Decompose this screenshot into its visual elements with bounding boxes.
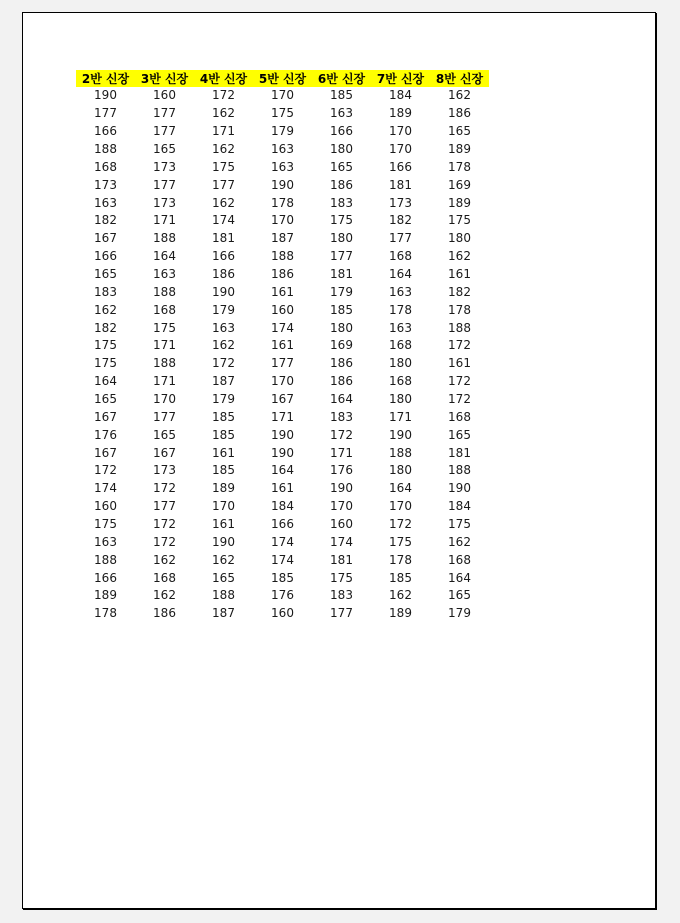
table-cell: 186 xyxy=(330,374,353,389)
table-cell: 188 xyxy=(448,320,471,335)
table-cell: 177 xyxy=(94,106,117,121)
height-data-table xyxy=(76,70,489,623)
table-cell: 165 xyxy=(212,570,235,585)
table-cell: 190 xyxy=(271,445,294,460)
table-cell: 185 xyxy=(212,463,235,478)
table-cell: 163 xyxy=(271,142,294,156)
table-row xyxy=(76,462,489,480)
table-row xyxy=(76,123,489,141)
table-cell: 188 xyxy=(94,142,117,156)
table-cell: 171 xyxy=(153,338,176,353)
table-row xyxy=(76,355,489,373)
table-cell: 165 xyxy=(153,142,176,156)
table-row xyxy=(76,551,489,569)
table-cell: 168 xyxy=(389,249,412,264)
table-row xyxy=(76,569,489,587)
table-cell: 175 xyxy=(153,320,176,335)
table-cell: 170 xyxy=(271,88,294,103)
table-cell: 180 xyxy=(330,142,353,156)
table-cell: 170 xyxy=(153,392,176,407)
table-cell: 190 xyxy=(212,284,235,299)
table-cell: 188 xyxy=(271,249,294,264)
table-cell: 182 xyxy=(448,284,471,299)
table-cell: 170 xyxy=(271,213,294,228)
table-cell: 189 xyxy=(389,606,412,621)
table-cell: 168 xyxy=(94,159,117,174)
table-cell: 190 xyxy=(330,481,353,496)
column-header: 4반 신장 xyxy=(194,70,253,87)
table-cell: 171 xyxy=(389,409,412,424)
table-cell: 181 xyxy=(330,552,353,567)
table-cell: 164 xyxy=(330,392,353,407)
table-cell: 171 xyxy=(153,213,176,228)
table-cell: 174 xyxy=(271,534,294,549)
table-cell: 163 xyxy=(271,159,294,174)
table-cell: 177 xyxy=(153,409,176,424)
table-cell: 168 xyxy=(153,302,176,317)
table-cell: 170 xyxy=(212,499,235,514)
table-row xyxy=(76,105,489,123)
table-cell: 184 xyxy=(448,499,471,514)
table-row xyxy=(76,391,489,409)
table-cell: 185 xyxy=(330,302,353,317)
table-cell: 177 xyxy=(271,356,294,371)
table-cell: 160 xyxy=(153,88,176,103)
table-body xyxy=(76,87,489,623)
table-cell: 172 xyxy=(212,88,235,103)
table-cell: 177 xyxy=(153,106,176,121)
table-row xyxy=(76,212,489,230)
table-cell: 173 xyxy=(94,177,117,192)
table-cell: 179 xyxy=(212,392,235,407)
table-cell: 183 xyxy=(330,195,353,210)
table-cell: 162 xyxy=(212,142,235,156)
table-cell: 179 xyxy=(448,606,471,621)
table-cell: 162 xyxy=(212,552,235,567)
table-cell: 177 xyxy=(330,606,353,621)
table-cell: 185 xyxy=(271,570,294,585)
table-cell: 175 xyxy=(94,517,117,532)
table-cell: 173 xyxy=(153,195,176,210)
table-cell: 172 xyxy=(94,463,117,478)
table-cell: 175 xyxy=(389,534,412,549)
table-cell: 189 xyxy=(94,588,117,603)
table-cell: 161 xyxy=(271,284,294,299)
table-cell: 161 xyxy=(448,267,471,282)
table-cell: 164 xyxy=(389,267,412,282)
table-cell: 169 xyxy=(448,177,471,192)
column-header: 5반 신장 xyxy=(253,70,312,87)
table-cell: 164 xyxy=(271,463,294,478)
table-cell: 186 xyxy=(271,267,294,282)
table-row xyxy=(76,301,489,319)
print-page xyxy=(22,12,656,909)
table-cell: 165 xyxy=(94,267,117,282)
table-cell: 180 xyxy=(389,392,412,407)
table-cell: 162 xyxy=(448,249,471,264)
table-cell: 175 xyxy=(94,338,117,353)
table-row xyxy=(76,283,489,301)
table-cell: 163 xyxy=(389,284,412,299)
table-cell: 165 xyxy=(153,427,176,442)
table-cell: 166 xyxy=(94,570,117,585)
table-cell: 174 xyxy=(212,213,235,228)
column-header: 2반 신장 xyxy=(76,70,135,87)
table-cell: 166 xyxy=(94,124,117,139)
table-cell: 183 xyxy=(330,588,353,603)
table-cell: 178 xyxy=(94,606,117,621)
table-cell: 172 xyxy=(389,517,412,532)
table-cell: 160 xyxy=(271,302,294,317)
table-cell: 172 xyxy=(448,392,471,407)
table-cell: 173 xyxy=(389,195,412,210)
table-cell: 179 xyxy=(330,284,353,299)
table-cell: 161 xyxy=(448,356,471,371)
table-cell: 175 xyxy=(330,570,353,585)
table-row xyxy=(76,266,489,284)
table-cell: 163 xyxy=(212,320,235,335)
table-cell: 161 xyxy=(212,445,235,460)
table-cell: 160 xyxy=(330,517,353,532)
table-row xyxy=(76,176,489,194)
table-cell: 177 xyxy=(212,177,235,192)
table-cell: 161 xyxy=(212,517,235,532)
table-cell: 168 xyxy=(448,552,471,567)
table-row xyxy=(76,158,489,176)
table-cell: 175 xyxy=(330,213,353,228)
table-cell: 173 xyxy=(153,463,176,478)
header-row xyxy=(76,70,489,87)
table-cell: 162 xyxy=(153,552,176,567)
table-cell: 162 xyxy=(389,588,412,603)
table-cell: 165 xyxy=(448,427,471,442)
table-cell: 180 xyxy=(330,320,353,335)
table-cell: 185 xyxy=(330,88,353,103)
table-cell: 170 xyxy=(389,124,412,139)
table-cell: 183 xyxy=(94,284,117,299)
table-cell: 162 xyxy=(212,338,235,353)
table-cell: 186 xyxy=(448,106,471,121)
column-header: 7반 신장 xyxy=(371,70,430,87)
table-cell: 180 xyxy=(448,231,471,246)
column-header: 3반 신장 xyxy=(135,70,194,87)
table-cell: 165 xyxy=(330,159,353,174)
table-cell: 175 xyxy=(448,517,471,532)
table-cell: 177 xyxy=(153,177,176,192)
table-cell: 165 xyxy=(94,392,117,407)
table-cell: 181 xyxy=(448,445,471,460)
table-cell: 174 xyxy=(271,552,294,567)
table-row xyxy=(76,426,489,444)
table-row xyxy=(76,319,489,337)
table-cell: 172 xyxy=(153,517,176,532)
table-cell: 161 xyxy=(271,338,294,353)
column-header: 6반 신장 xyxy=(312,70,371,87)
table-cell: 164 xyxy=(389,481,412,496)
table-cell: 175 xyxy=(271,106,294,121)
table-cell: 176 xyxy=(330,463,353,478)
table-cell: 177 xyxy=(153,499,176,514)
table-cell: 188 xyxy=(94,552,117,567)
table-cell: 166 xyxy=(389,159,412,174)
table-cell: 168 xyxy=(389,338,412,353)
table-cell: 185 xyxy=(212,409,235,424)
table-cell: 167 xyxy=(271,392,294,407)
table-cell: 185 xyxy=(389,570,412,585)
table-cell: 174 xyxy=(271,320,294,335)
table-cell: 178 xyxy=(448,159,471,174)
table-cell: 176 xyxy=(94,427,117,442)
table-cell: 167 xyxy=(94,231,117,246)
table-cell: 172 xyxy=(212,356,235,371)
table-cell: 188 xyxy=(153,284,176,299)
table-cell: 177 xyxy=(389,231,412,246)
table-cell: 184 xyxy=(271,499,294,514)
table-cell: 190 xyxy=(448,481,471,496)
table-cell: 181 xyxy=(212,231,235,246)
table-cell: 190 xyxy=(271,427,294,442)
table-cell: 189 xyxy=(212,481,235,496)
table-cell: 172 xyxy=(153,534,176,549)
table-cell: 164 xyxy=(94,374,117,389)
table-cell: 166 xyxy=(94,249,117,264)
table-row xyxy=(76,444,489,462)
table-cell: 170 xyxy=(389,142,412,156)
table-cell: 183 xyxy=(330,409,353,424)
table-cell: 190 xyxy=(271,177,294,192)
table-cell: 177 xyxy=(330,249,353,264)
table-cell: 187 xyxy=(212,374,235,389)
table-row xyxy=(76,230,489,248)
table-row xyxy=(76,480,489,498)
table-cell: 179 xyxy=(271,124,294,139)
table-row xyxy=(76,248,489,266)
table-cell: 178 xyxy=(389,302,412,317)
table-cell: 186 xyxy=(330,177,353,192)
table-row xyxy=(76,194,489,212)
table-cell: 187 xyxy=(212,606,235,621)
table-cell: 170 xyxy=(271,374,294,389)
table-cell: 172 xyxy=(330,427,353,442)
table-cell: 163 xyxy=(94,534,117,549)
table-cell: 167 xyxy=(153,445,176,460)
table-cell: 180 xyxy=(389,463,412,478)
table-cell: 172 xyxy=(153,481,176,496)
table-row xyxy=(76,87,489,105)
table-cell: 182 xyxy=(389,213,412,228)
table-row xyxy=(76,516,489,534)
table-cell: 179 xyxy=(212,302,235,317)
table-cell: 160 xyxy=(94,499,117,514)
table-cell: 163 xyxy=(330,106,353,121)
table-cell: 189 xyxy=(448,195,471,210)
table-cell: 177 xyxy=(153,124,176,139)
table-cell: 182 xyxy=(94,320,117,335)
table-cell: 171 xyxy=(330,445,353,460)
table-cell: 174 xyxy=(94,481,117,496)
table-cell: 188 xyxy=(153,231,176,246)
table-cell: 175 xyxy=(212,159,235,174)
table-cell: 166 xyxy=(330,124,353,139)
table-cell: 164 xyxy=(448,570,471,585)
table-cell: 178 xyxy=(448,302,471,317)
table-cell: 178 xyxy=(389,552,412,567)
table-cell: 163 xyxy=(94,195,117,210)
table-cell: 175 xyxy=(448,213,471,228)
table-cell: 186 xyxy=(153,606,176,621)
table-cell: 167 xyxy=(94,409,117,424)
table-cell: 162 xyxy=(153,588,176,603)
table-cell: 174 xyxy=(330,534,353,549)
table-row xyxy=(76,141,489,159)
table-cell: 181 xyxy=(330,267,353,282)
table-cell: 166 xyxy=(212,249,235,264)
table-cell: 173 xyxy=(153,159,176,174)
table-cell: 180 xyxy=(330,231,353,246)
table-cell: 171 xyxy=(153,374,176,389)
table-cell: 165 xyxy=(448,588,471,603)
table-cell: 169 xyxy=(330,338,353,353)
table-row xyxy=(76,408,489,426)
table-cell: 188 xyxy=(153,356,176,371)
table-cell: 162 xyxy=(212,195,235,210)
table-cell: 170 xyxy=(389,499,412,514)
table-cell: 162 xyxy=(448,88,471,103)
table-cell: 163 xyxy=(153,267,176,282)
table-cell: 175 xyxy=(94,356,117,371)
table-cell: 167 xyxy=(94,445,117,460)
table-cell: 188 xyxy=(212,588,235,603)
table-cell: 180 xyxy=(389,356,412,371)
table-cell: 161 xyxy=(271,481,294,496)
table-cell: 185 xyxy=(212,427,235,442)
table-cell: 162 xyxy=(212,106,235,121)
table-cell: 162 xyxy=(448,534,471,549)
table-cell: 160 xyxy=(271,606,294,621)
table-cell: 171 xyxy=(212,124,235,139)
table-cell: 168 xyxy=(389,374,412,389)
table-cell: 188 xyxy=(448,463,471,478)
table-cell: 187 xyxy=(271,231,294,246)
table-cell: 172 xyxy=(448,338,471,353)
table-cell: 164 xyxy=(153,249,176,264)
table-cell: 176 xyxy=(271,588,294,603)
table-cell: 163 xyxy=(389,320,412,335)
table-cell: 168 xyxy=(153,570,176,585)
table-cell: 171 xyxy=(271,409,294,424)
table-cell: 178 xyxy=(271,195,294,210)
table-cell: 182 xyxy=(94,213,117,228)
table-cell: 168 xyxy=(448,409,471,424)
table-cell: 184 xyxy=(389,88,412,103)
table-cell: 188 xyxy=(389,445,412,460)
table-cell: 190 xyxy=(212,534,235,549)
table-row xyxy=(76,533,489,551)
table-cell: 186 xyxy=(330,356,353,371)
table-cell: 181 xyxy=(389,177,412,192)
table-cell: 165 xyxy=(448,124,471,139)
table-cell: 190 xyxy=(389,427,412,442)
table-cell: 190 xyxy=(94,88,117,103)
table-row xyxy=(76,373,489,391)
table-row xyxy=(76,498,489,516)
table-cell: 162 xyxy=(94,302,117,317)
table-cell: 186 xyxy=(212,267,235,282)
table-row xyxy=(76,605,489,623)
table-cell: 189 xyxy=(448,142,471,156)
table-cell: 170 xyxy=(330,499,353,514)
table-row xyxy=(76,587,489,605)
table-cell: 166 xyxy=(271,517,294,532)
table-row xyxy=(76,337,489,355)
table-cell: 189 xyxy=(389,106,412,121)
column-header: 8반 신장 xyxy=(430,70,489,87)
table-cell: 172 xyxy=(448,374,471,389)
